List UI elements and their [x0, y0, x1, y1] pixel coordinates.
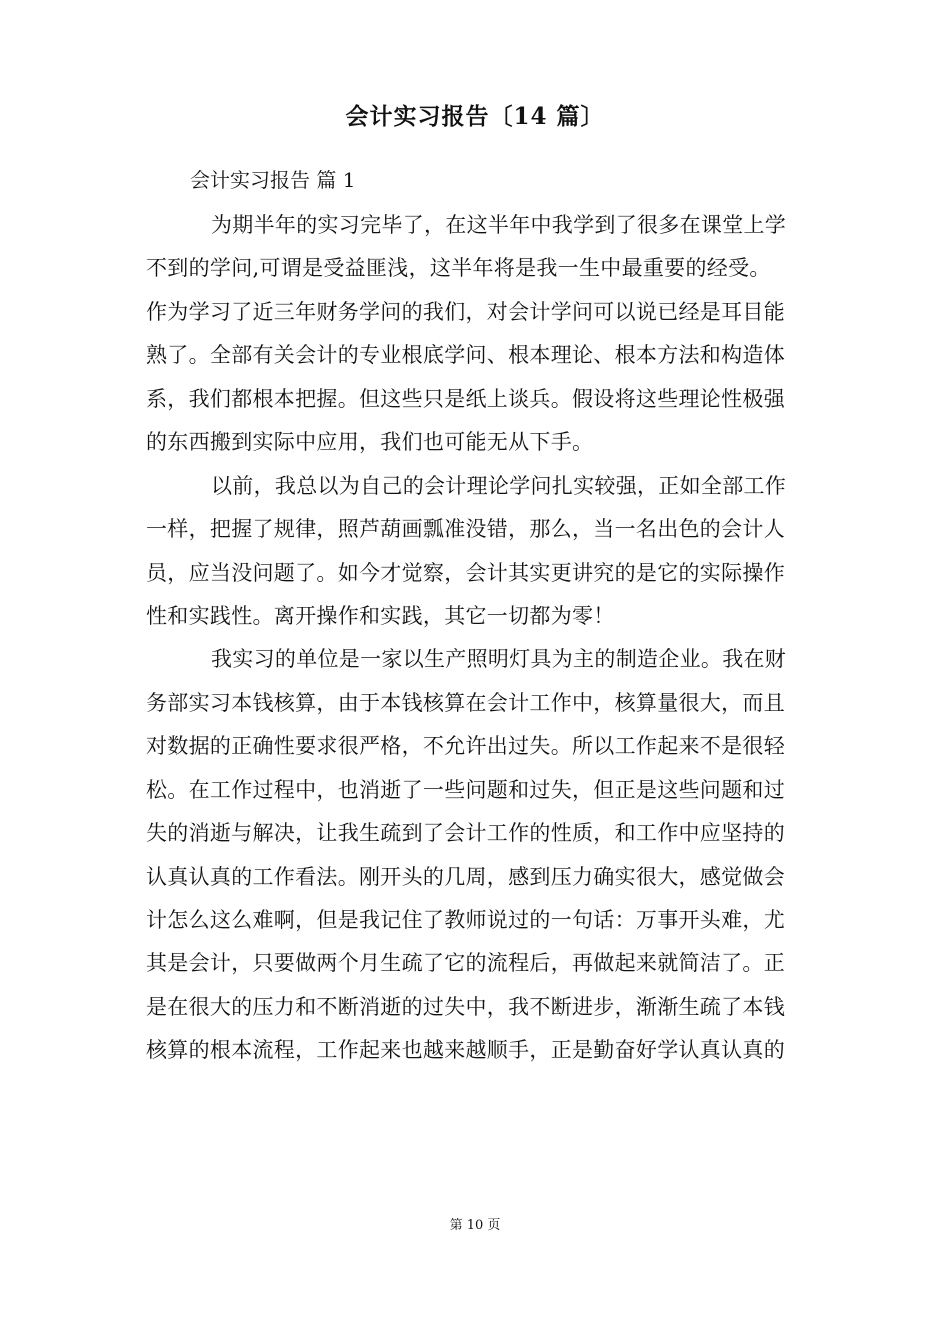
text-line: 的东西搬到实际中应用，我们也可能无从下手。 — [146, 430, 594, 455]
text-line: 松。在工作过程中，也消逝了一些问题和过失，但正是这些问题和过 — [146, 777, 785, 802]
section-heading: 会计实习报告 篇 1 — [190, 168, 356, 192]
text-line: 失的消逝与解决，让我生疏到了会计工作的性质，和工作中应坚持的 — [146, 821, 785, 846]
text-line: 系，我们都根本把握。但这些只是纸上谈兵。假设将这些理论性极强 — [146, 386, 785, 411]
text-line: 核算的根本流程，工作起来也越来越顺手，正是勤奋好学认真认真的 — [146, 1038, 785, 1063]
text-line: 作为学习了近三年财务学问的我们，对会计学问可以说已经是耳目能 — [146, 299, 785, 324]
text-line: 对数据的正确性要求很严格，不允许出过失。所以工作起来不是很轻 — [146, 734, 785, 759]
text-line: 计怎么这么难啊，但是我记住了教师说过的一句话：万事开头难，尤 — [146, 908, 785, 932]
text-line: 为期半年的实习完毕了，在这半年中我学到了很多在课堂上学 — [211, 213, 787, 237]
text-line: 是在很大的压力和不断消逝的过失中，我不断进步，渐渐生疏了本钱 — [146, 994, 785, 1019]
body-text — [146, 204, 806, 1073]
text-line: 认真认真的工作看法。刚开头的几周，感到压力确实很大，感觉做会 — [146, 864, 785, 889]
text-line: 我实习的单位是一家以生产照明灯具为主的制造企业。我在财 — [211, 647, 787, 672]
text-line: 熟了。全部有关会计的专业根底学问、根本理论、根本方法和构造体 — [146, 343, 785, 368]
page-number: 第 10 页 — [449, 1218, 501, 1233]
text-line: 不到的学问,可谓是受益匪浅，这半年将是我一生中最重要的经受。 — [146, 256, 771, 281]
text-line: 其是会计，只要做两个月生疏了它的流程后，再做起来就简洁了。正 — [146, 951, 785, 976]
text-line: 一样，把握了规律，照芦葫画瓢准没错，那么，当一名出色的会计人 — [146, 517, 785, 542]
text-line: 员，应当没问题了。如今才觉察，会计其实更讲究的是它的实际操作 — [146, 560, 785, 585]
text-line: 以前，我总以为自己的会计理论学问扎实较强，正如全部工作 — [211, 473, 787, 498]
text-line: 性和实践性。离开操作和实践，其它一切都为零！ — [146, 603, 615, 628]
text-line: 务部实习本钱核算，由于本钱核算在会计工作中，核算量很大，而且 — [146, 690, 785, 715]
document-title: 会计实习报告〔14 篇〕 — [345, 103, 605, 130]
